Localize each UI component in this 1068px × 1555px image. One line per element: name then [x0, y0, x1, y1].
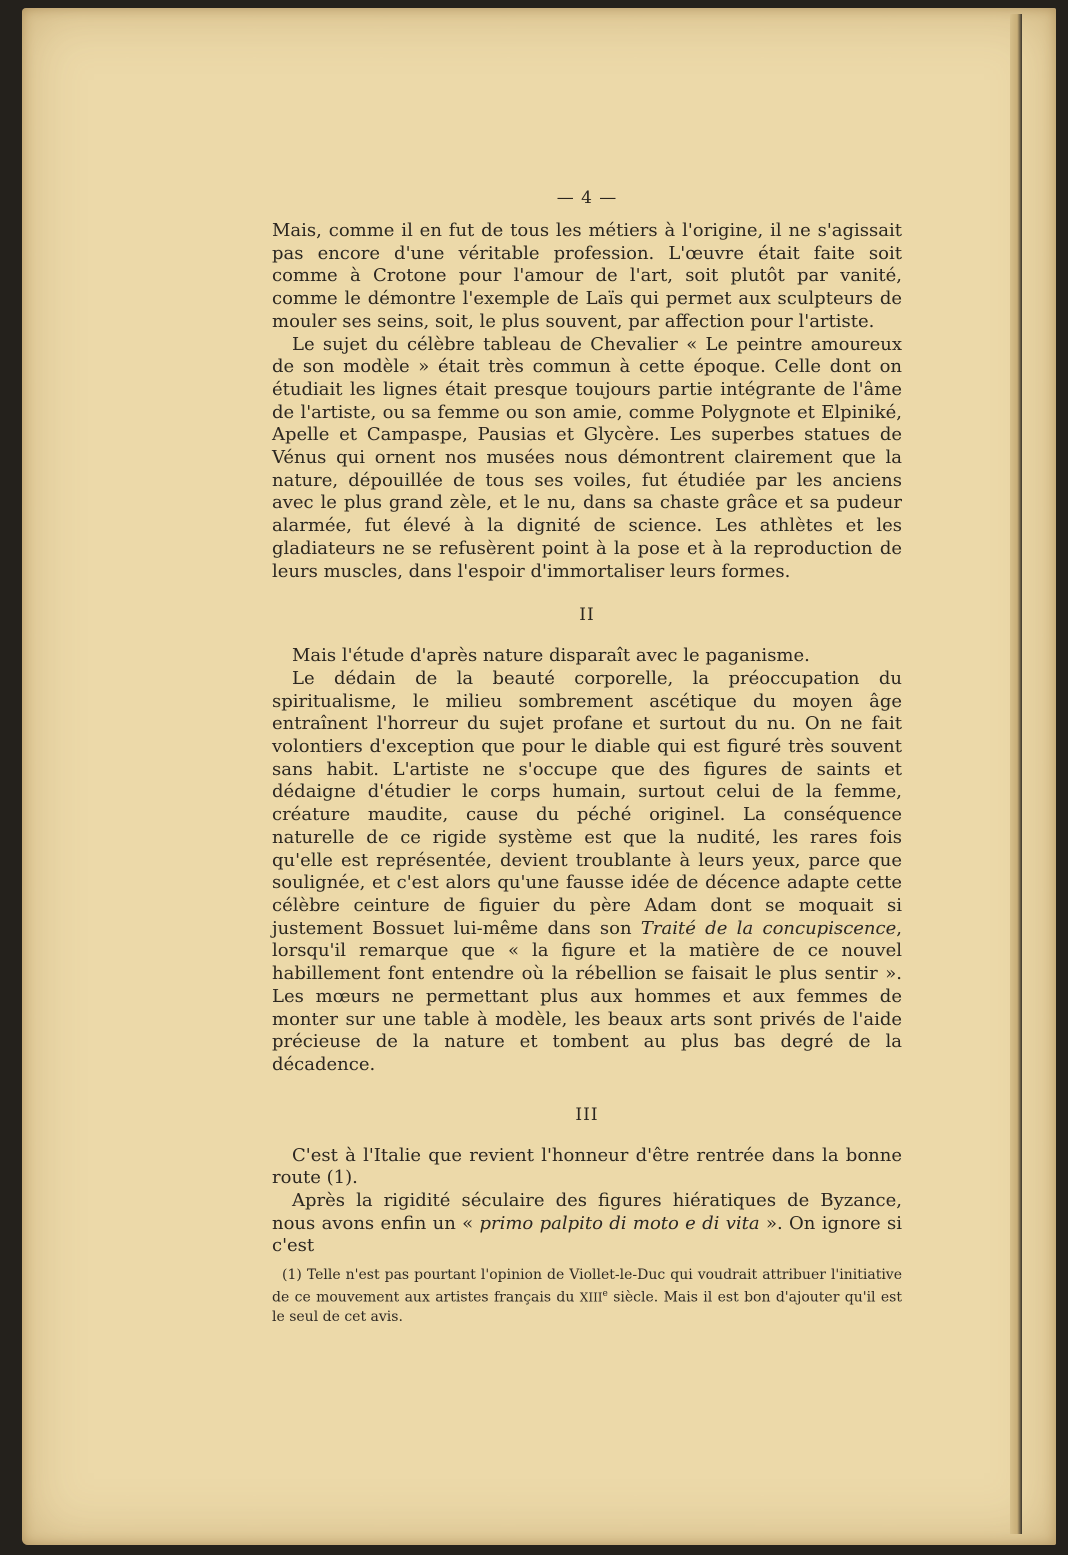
section-heading: II [579, 605, 595, 626]
footnote-text: siècle. Mais il est bon d'ajouter qu'il est le seul de cet avis. [272, 1289, 902, 1325]
book-page [22, 8, 1056, 1545]
book-title: Traité de la concupiscence [640, 917, 897, 939]
paragraph: Le sujet du célèbre tableau de Chevalier « Le peintre amoureux de son modèle » était très commun à cette époque. Celle dont on étudiait les lignes était presque toujours partie intégrante de l'âme de l'artiste, ou sa femme ou son amie, comme Polygnote et Elpiniké, Apelle et Campaspe, Pausias et Glycère. Les superbes statues de Vénus qui ornent nos musées nous démontrent clairement que la nature, dépouillée de tous ses voiles, fut étudiée par les anciens avec le plus grand zèle, et le nu, dans sa chaste grâce et sa pudeur alarmée, fut élevé à la dignité de science. Les athlètes et les gladiateurs ne se refusèrent point à la pose et à la reproduction de leurs muscles, dans l'espoir d'immortaliser leurs formes. [272, 333, 902, 582]
paragraph: Mais l'étude d'après nature disparaît avec le paganisme. [292, 645, 810, 667]
paragraph-text: ». On ignore si c'est [272, 1212, 902, 1257]
century-numeral: XIII [579, 1290, 603, 1305]
page-number: — 4 — [556, 188, 618, 208]
paragraph-text: , lorsqu'il remarque que « la figure et la matière de ce nouvel habillement font entendre où la rébellion se faisait le plus sentir ». Les mœurs ne permettant plus aux hommes et aux femmes de monter sur une table à modèle, les beaux arts sont privés de l'aide précieuse de la nature et tombent au plus bas degré de la décadence. [272, 917, 902, 1075]
paragraph: Mais, comme il en fut de tous les métiers à l'origine, il ne s'agissait pas encore d'une véritable profession. L'œuvre était faite soit comme à Crotone pour l'amour de l'art, soit plutôt par vanité, comme le démontre l'exemple de Laïs qui permet aux sculpteurs de mouler ses seins, soit, le plus souvent, par affection pour l'artiste. [272, 220, 902, 332]
paragraph [272, 1190, 902, 1258]
footnote-text: (1) Telle n'est pas pourtant l'opinion de Viollet-le-Duc qui voudrait attribuer l'initiative de ce mouvement aux artistes français du [272, 1267, 902, 1306]
footnote [272, 1266, 902, 1327]
page-edge [1010, 14, 1022, 1534]
italian-quote: primo palpito di moto e di vita [479, 1212, 760, 1234]
paragraph [272, 668, 902, 1077]
section-heading: III [575, 1104, 599, 1125]
paragraph: C'est à l'Italie que revient l'honneur d'être rentrée dans la bonne route (1). [272, 1144, 902, 1189]
paragraph-text: Le dédain de la beauté corporelle, la préoccupation du spiritualisme, le milieu sombrement ascétique du moyen âge entraînent l'horreur du sujet profane et surtout du nu. On ne fait volontiers d'exception que pour le diable qui est figuré très souvent sans habit. L'artiste ne s'occupe que des figures de saints et dédaigne d'étudier le corps humain, surtout celui de la femme, créature maudite, cause du péché originel. La conséquence naturelle de ce rigide système est que la nudité, les rares fois qu'elle est représentée, devient troublante à leurs yeux, parce que soulignée, et c'est alors qu'une fausse idée de décence adapte cette célèbre ceinture de figuier du père Adam dont se moquait si justement Bossuet lui-même dans son [272, 667, 902, 939]
text-block [272, 188, 902, 1341]
century-superscript: e [602, 1289, 608, 1300]
paragraph-text: Après la rigidité séculaire des figures hiératiques de Byzance, nous avons enfin un « [272, 1190, 902, 1234]
